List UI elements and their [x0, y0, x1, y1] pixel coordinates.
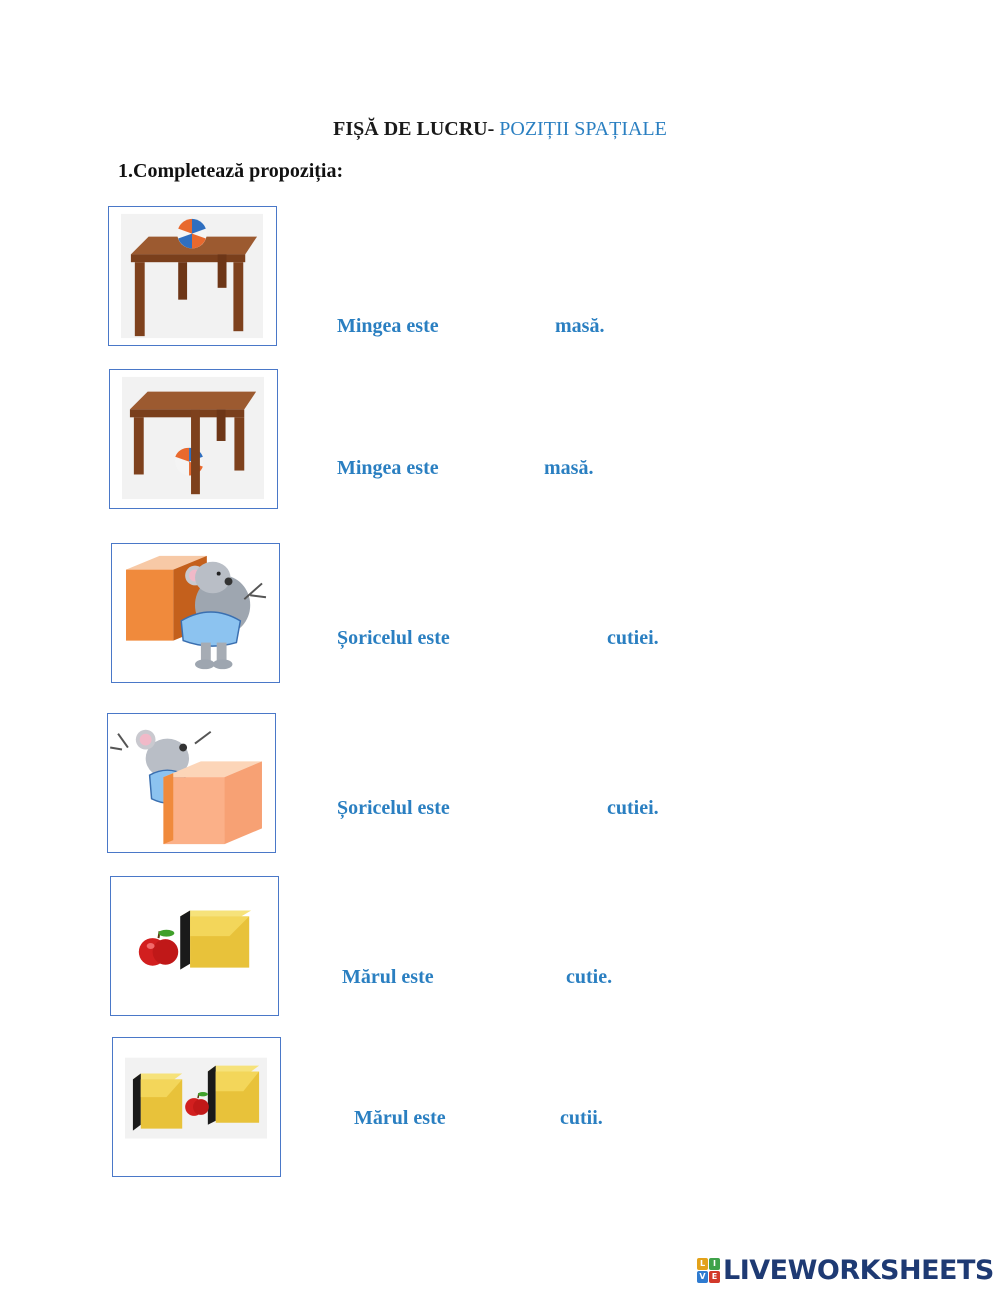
sentence-6-start: Mărul este	[354, 1107, 446, 1129]
picture-mouse-in-front-box	[107, 713, 276, 853]
sentence-4-start: Șoricelul este	[337, 797, 450, 819]
logo-mark-icon: L I V E	[697, 1258, 719, 1282]
mouse-behind-box-image	[112, 544, 279, 682]
title-topic: POZIȚII SPAȚIALE	[494, 118, 667, 140]
sentence-5-start: Mărul este	[342, 966, 434, 988]
picture-apple-between-boxes	[112, 1037, 281, 1177]
mouse-front-box-image	[108, 714, 275, 852]
sentence-1-start: Mingea este	[337, 315, 439, 337]
table-with-ball-image	[109, 207, 276, 345]
picture-mouse-behind-box	[111, 543, 280, 683]
sentence-2-end: masă.	[544, 457, 594, 479]
liveworksheets-logo	[697, 1255, 994, 1285]
picture-ball-on-table	[108, 206, 277, 346]
sentence-6-end: cutii.	[560, 1107, 603, 1129]
sentence-2-start: Mingea este	[337, 457, 439, 479]
instruction-text: 1.Completează propoziția:	[118, 160, 344, 182]
picture-ball-under-table	[109, 369, 278, 509]
logo-text: LIVEWORKSHEETS	[723, 1254, 994, 1286]
worksheet-title	[0, 118, 1000, 141]
picture-apple-next-to-box	[110, 876, 279, 1016]
table-ball-under-image	[110, 370, 277, 508]
sentence-3-end: cutiei.	[607, 627, 659, 649]
apple-next-box-image	[111, 877, 278, 1015]
apple-between-boxes-image	[113, 1038, 280, 1176]
sentence-4-end: cutiei.	[607, 797, 659, 819]
sentence-5-end: cutie.	[566, 966, 613, 988]
sentence-3-start: Șoricelul este	[337, 627, 450, 649]
sentence-1-end: masă.	[555, 315, 605, 337]
title-main: FIȘĂ DE LUCRU-	[333, 118, 495, 140]
